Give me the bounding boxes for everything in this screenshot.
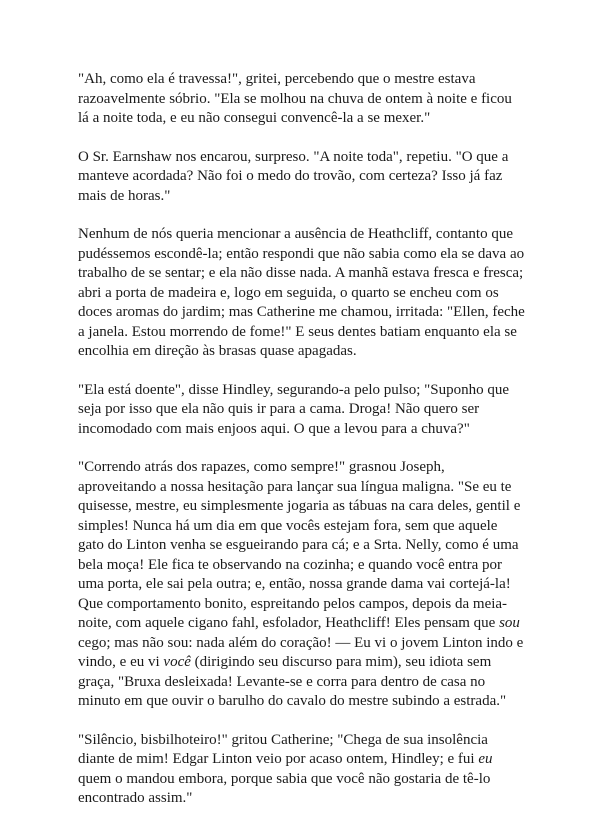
paragraph-2-text: O Sr. Earnshaw nos encarou, surpreso. "A noite toda", repetiu. "O que a manteve acordada? Não foi o medo do trovão, com certeza? Isso já faz mais de horas." [78,148,509,204]
paragraph-2 [78,148,526,207]
paragraph-1-text: "Ah, como ela é travessa!", gritei, percebendo que o mestre estava razoavelmente sóbrio. "Ela se molhou na chuva de ontem à noite e ficou lá a noite toda, e eu não consegui convencê-la a se mexer." [78,71,512,126]
paragraph-1 [78,70,526,129]
paragraph-5-text-a: "Correndo atrás dos rapazes, como sempre!" grasnou Joseph, aproveitando a nossa hesitação para lançar sua língua maligna. "Se eu te quisesse, mestre, eu simplesmente jogaria as tábuas na cara deles, gentil e simples! Nunca há um dia em que vocês estejam fora, sem que aquele gato do Linton venha se esgueirando para cá; e a Srta. Nelly, como é uma bela moça! Ele fica te observando na cozinha; e quando você entra por uma porta, ele sai pela outra; e, então, nossa grande dama vai cortejá-la! Que comportamento bonito, espreitando pelos campos, depois da meia-noite, com aquele cigano fahl, esfolador, Heathcliff! Eles pensam que [78,459,521,631]
paragraph-5-text-b: cego; mas não sou: nada além do coração! — Eu vi o jovem Linton indo e vindo, e eu vi [78,634,524,670]
paragraph-5 [78,458,526,712]
paragraph-6-text-a: "Silêncio, bisbilhoteiro!" gritou Catherine; "Chega de sua insolência diante de mim! Edgar Linton veio por acaso ontem, Hindley; e fui [78,731,488,767]
paragraph-4-text: "Ela está doente", disse Hindley, segurando-a pelo pulso; "Suponho que seja por isso que ela não quis ir para a cama. Droga! Não quero ser incomodado com mais enjoos aqui. O que a levou para a chuva?" [78,381,510,437]
paragraph-6 [78,731,526,809]
paragraph-6-text-b: quem o mandou embora, porque sabia que você não gostaria de tê-lo encontrado assim." [78,770,491,806]
paragraph-5-emphasis-voce: você [163,654,191,670]
paragraph-5-emphasis-sou: sou [499,615,520,631]
paragraph-6-emphasis-eu: eu [478,751,493,767]
paragraph-3 [78,225,526,362]
paragraph-4 [78,381,526,440]
paragraph-3-text: Nenhum de nós queria mencionar a ausência de Heathcliff, contanto que pudéssemos escondê-la; então respondi que não sabia como ela se dava ao trabalho de se sentar; e ela não disse nada. A manhã estava fresca e fresca; abri a porta de madeira e, logo em seguida, o quarto se encheu com os doces aromas do jardim; mas Catherine me chamou, irritada: "Ellen, feche a janela. Estou morrendo de fome!" E seus dentes batiam enquanto ela se encolhia em direção às brasas quase apagadas. [78,226,525,359]
paragraph-5-text-c: (dirigindo seu discurso para mim), seu idiota sem graça, "Bruxa desleixada! Levante-se e corra para dentro de casa no minuto em que ouvir o barulho do cavalo do mestre subindo a estrada." [78,654,507,709]
document-page [78,70,526,828]
